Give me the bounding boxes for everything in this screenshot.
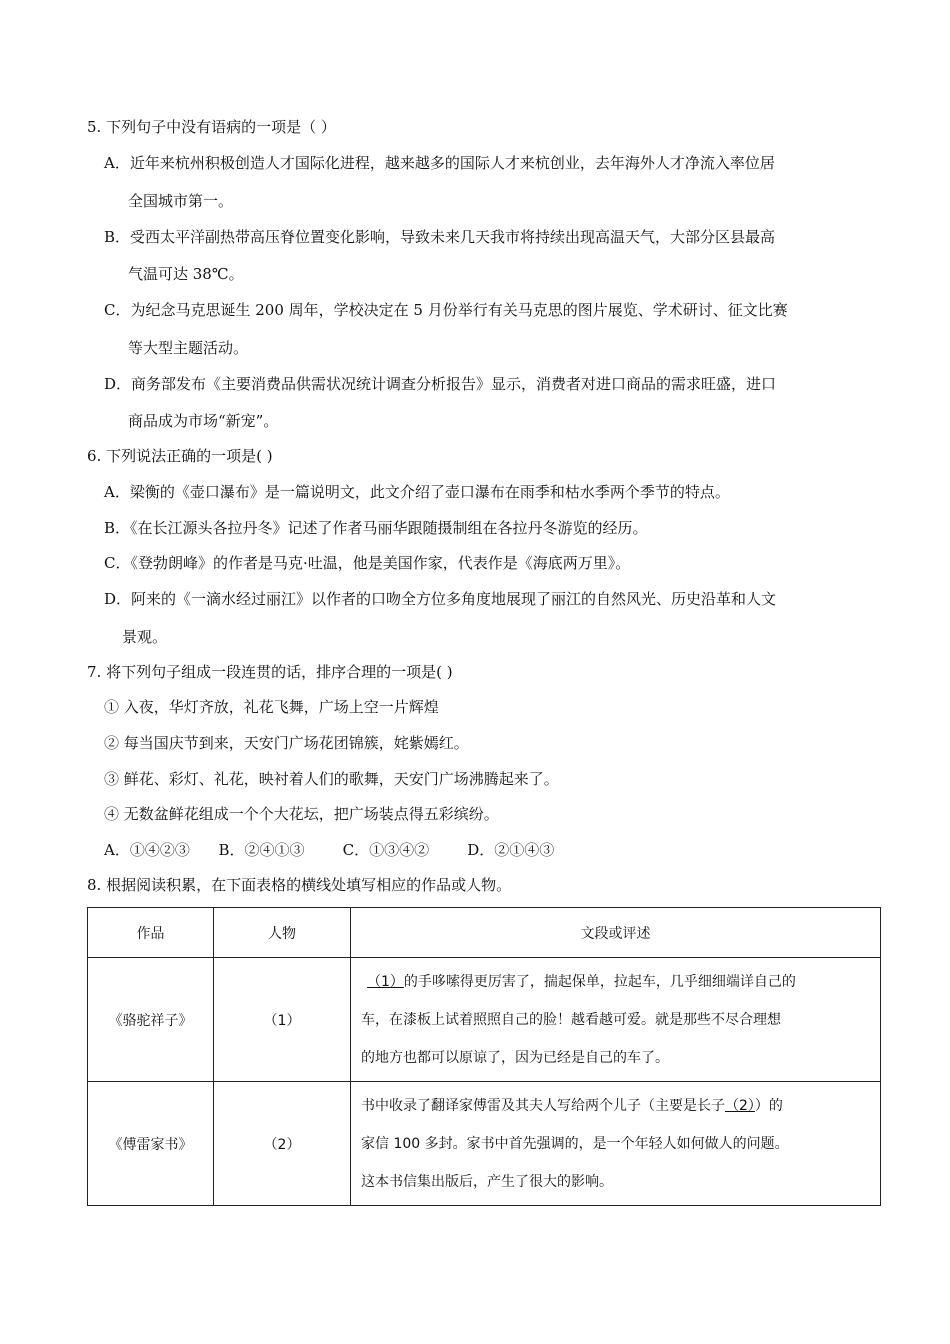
row1-work: 《骆驼祥子》 (88, 958, 214, 1082)
q6-option-c: C．《登勃朗峰》的作者是马克·吐温，他是美国作家，代表作是《海底两万里》。 (104, 554, 631, 572)
row1-text-line1: 的手哆嗦得更厉害了，揣起保单，拉起车，几乎细细端详自己的 (403, 973, 796, 990)
q7-sentence-3: ③ 鲜花、彩灯、礼花，映衬着人们的歌舞，天安门广场沸腾起来了。 (104, 770, 559, 788)
row2-text-line3: 这本书信集出版后，产生了很大的影响。 (361, 1173, 613, 1190)
row1-inline-blank: （1） (367, 973, 404, 990)
row1-text-line3: 的地方也都可以原谅了，因为已经是自己的车了。 (361, 1049, 669, 1066)
q6-stem: 6. 下列说法正确的一项是( ) (87, 447, 273, 465)
q8-table (87, 907, 881, 1206)
q6-option-d-line1: D．阿来的《一滴水经过丽江》以作者的口吻全方位多角度地展现了丽江的自然风光、历史沿革和人文 (104, 590, 777, 608)
table-header-row (88, 908, 881, 958)
q7-sentence-1: ① 入夜，华灯齐放，礼花飞舞，广场上空一片辉煌 (104, 698, 439, 716)
q5-option-a-line1: A．近年来杭州积极创造人才国际化进程，越来越多的国际人才来杭创业，去年海外人才净流入率位居 (104, 154, 775, 172)
table-row (88, 1082, 881, 1206)
q6-option-a: A．梁衡的《壶口瀑布》是一篇说明文，此文介绍了壶口瀑布在雨季和枯水季两个季节的特点。 (104, 483, 730, 501)
header-person: 人物 (214, 908, 351, 958)
row2-person-blank: （2） (214, 1082, 351, 1206)
row1-person-blank: （1） (214, 958, 351, 1082)
q5-option-b-line1: B．受西太平洋副热带高压脊位置变化影响，导致未来几天我市将持续出现高温天气，大部分区县最高 (104, 228, 776, 246)
q7-stem: 7. 将下列句子组成一段连贯的话，排序合理的一项是( ) (87, 663, 453, 681)
q5-option-c-line1: C．为纪念马克思诞生 200 周年，学校决定在 5 月份举行有关马克思的图片展览、学术研讨、征文比赛 (104, 301, 788, 319)
row1-text-line2: 车，在漆板上试着照照自己的脸！越看越可爱。就是那些不尽合理想 (361, 1011, 781, 1028)
q5-option-c-line2: 等大型主题活动。 (128, 339, 249, 357)
q5-option-d-line1: D．商务部发布《主要消费品供需状况统计调查分析报告》显示，消费者对进口商品的需求旺盛，进口 (104, 375, 777, 393)
q7-options: A．①④②③ B．②④①③ C．①③④② D．②①④③ (104, 841, 555, 859)
q5-option-d-line2: 商品成为市场“新宠”。 (128, 412, 279, 430)
q5-option-b-line2: 气温可达 38℃。 (128, 265, 244, 283)
q5-stem: 5. 下列句子中没有语病的一项是（ ） (87, 118, 336, 136)
q6-option-b: B．《在长江源头各拉丹冬》记述了作者马丽华跟随摄制组在各拉丹冬游览的经历。 (104, 519, 648, 537)
row2-text-line1b: ）的 (754, 1097, 783, 1114)
q7-sentence-4: ④ 无数盆鲜花组成一个个大花坛，把广场装点得五彩缤纷。 (104, 805, 499, 823)
row2-text-line2: 家信 100 多封。家书中首先强调的，是一个年轻人如何做人的问题。 (361, 1135, 789, 1152)
q7-sentence-2: ② 每当国庆节到来，天安门广场花团锦簇，姹紫嫣红。 (104, 734, 469, 752)
q8-stem: 8. 根据阅读积累，在下面表格的横线处填写相应的作品或人物。 (87, 876, 512, 894)
q5-option-a-line2: 全国城市第一。 (128, 192, 234, 210)
header-work: 作品 (88, 908, 214, 958)
row2-passage (351, 1082, 881, 1206)
row2-inline-blank: （2） (725, 1097, 755, 1114)
table-row (88, 958, 881, 1082)
row1-passage (351, 958, 881, 1082)
q6-option-d-line2: 景观。 (122, 628, 168, 646)
header-passage: 文段或评述 (351, 908, 881, 958)
row2-work: 《傅雷家书》 (88, 1082, 214, 1206)
row2-text-line1a: 书中收录了翻译家傅雷及其夫人写给两个儿子（主要是长子 (361, 1097, 725, 1114)
